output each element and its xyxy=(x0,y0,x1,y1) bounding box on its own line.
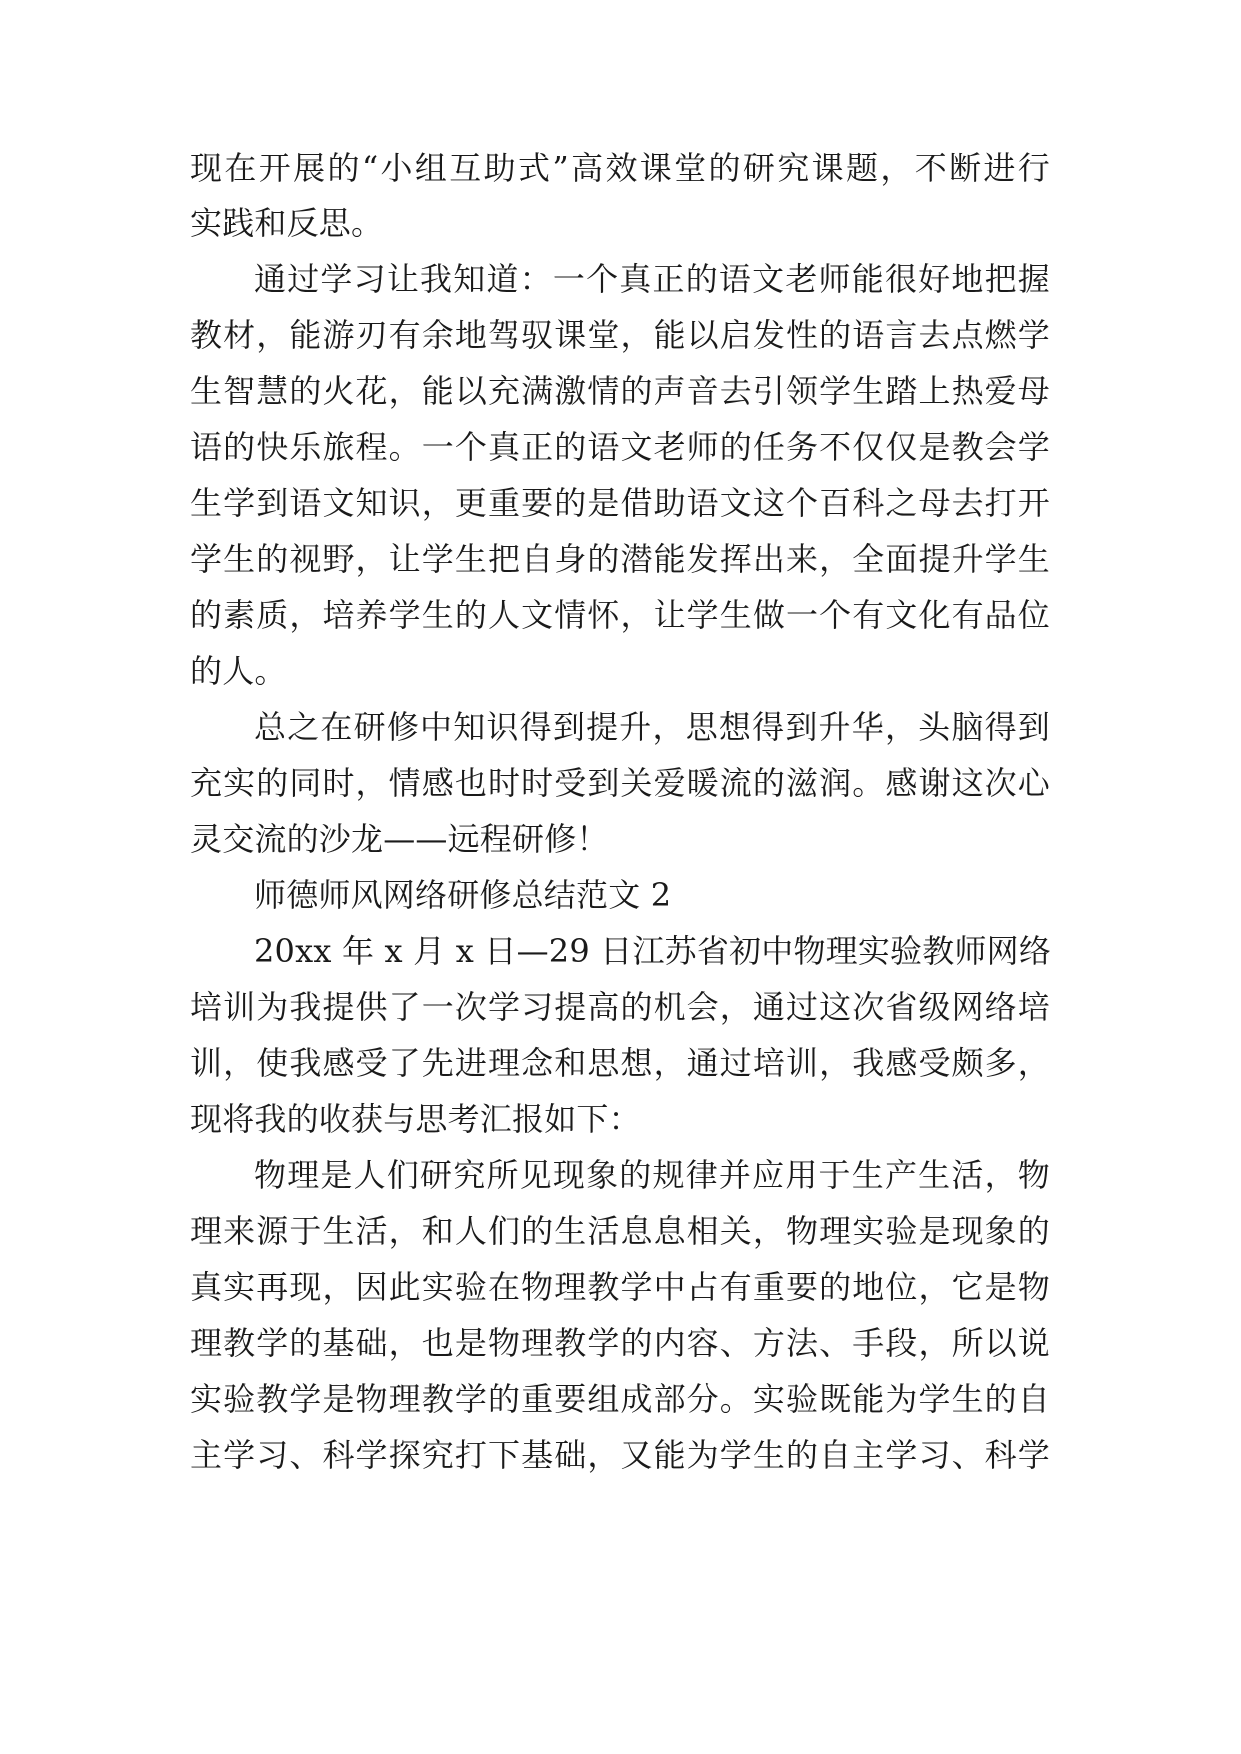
text-line: 学生的视野，让学生把自身的潜能发挥出来，全面提升学生 xyxy=(190,540,1050,578)
text-line: 训，使我感受了先进理念和思想，通过培训，我感受颇多， xyxy=(190,1044,1050,1082)
text-line: 语的快乐旅程。一个真正的语文老师的任务不仅仅是教会学 xyxy=(190,428,1050,466)
text-line: 灵交流的沙龙——远程研修！ xyxy=(190,820,609,858)
paragraph-first-line: 物理是人们研究所见现象的规律并应用于生产生活，物 xyxy=(254,1156,1050,1194)
text-line: 主学习、科学探究打下基础，又能为学生的自主学习、科学 xyxy=(190,1436,1050,1474)
text-line: 生智慧的火花，能以充满激情的声音去引领学生踏上热爱母 xyxy=(190,372,1050,410)
text-line: 的人。 xyxy=(190,652,287,690)
paragraph-first-line: 20xx 年 x 月 x 日—29 日江苏省初中物理实验教师网络 xyxy=(254,932,1052,970)
text-line: 教材，能游刃有余地驾驭课堂，能以启发性的语言去点燃学 xyxy=(190,316,1050,354)
text-line: 真实再现，因此实验在物理教学中占有重要的地位，它是物 xyxy=(190,1268,1050,1306)
text-line: 现将我的收获与思考汇报如下： xyxy=(190,1100,641,1138)
paragraph-first-line: 总之在研修中知识得到提升，思想得到升华，头脑得到 xyxy=(254,708,1050,746)
text-line: 生学到语文知识，更重要的是借助语文这个百科之母去打开 xyxy=(190,484,1050,522)
section-heading: 师德师风网络研修总结范文 2 xyxy=(254,876,672,914)
text-line: 现在开展的“小组互助式”高效课堂的研究课题，不断进行 xyxy=(190,149,1050,187)
text-line: 实践和反思。 xyxy=(190,204,384,242)
text-line: 理来源于生活，和人们的生活息息相关，物理实验是现象的 xyxy=(190,1212,1050,1250)
paragraph-first-line: 通过学习让我知道：一个真正的语文老师能很好地把握 xyxy=(254,260,1050,298)
text-line: 理教学的基础，也是物理教学的内容、方法、手段，所以说 xyxy=(190,1324,1050,1362)
text-line: 充实的同时，情感也时时受到关爱暖流的滋润。感谢这次心 xyxy=(190,764,1050,802)
text-line: 实验教学是物理教学的重要组成部分。实验既能为学生的自 xyxy=(190,1380,1050,1418)
text-line: 的素质，培养学生的人文情怀，让学生做一个有文化有品位 xyxy=(190,596,1050,634)
text-line: 培训为我提供了一次学习提高的机会，通过这次省级网络培 xyxy=(190,988,1050,1026)
